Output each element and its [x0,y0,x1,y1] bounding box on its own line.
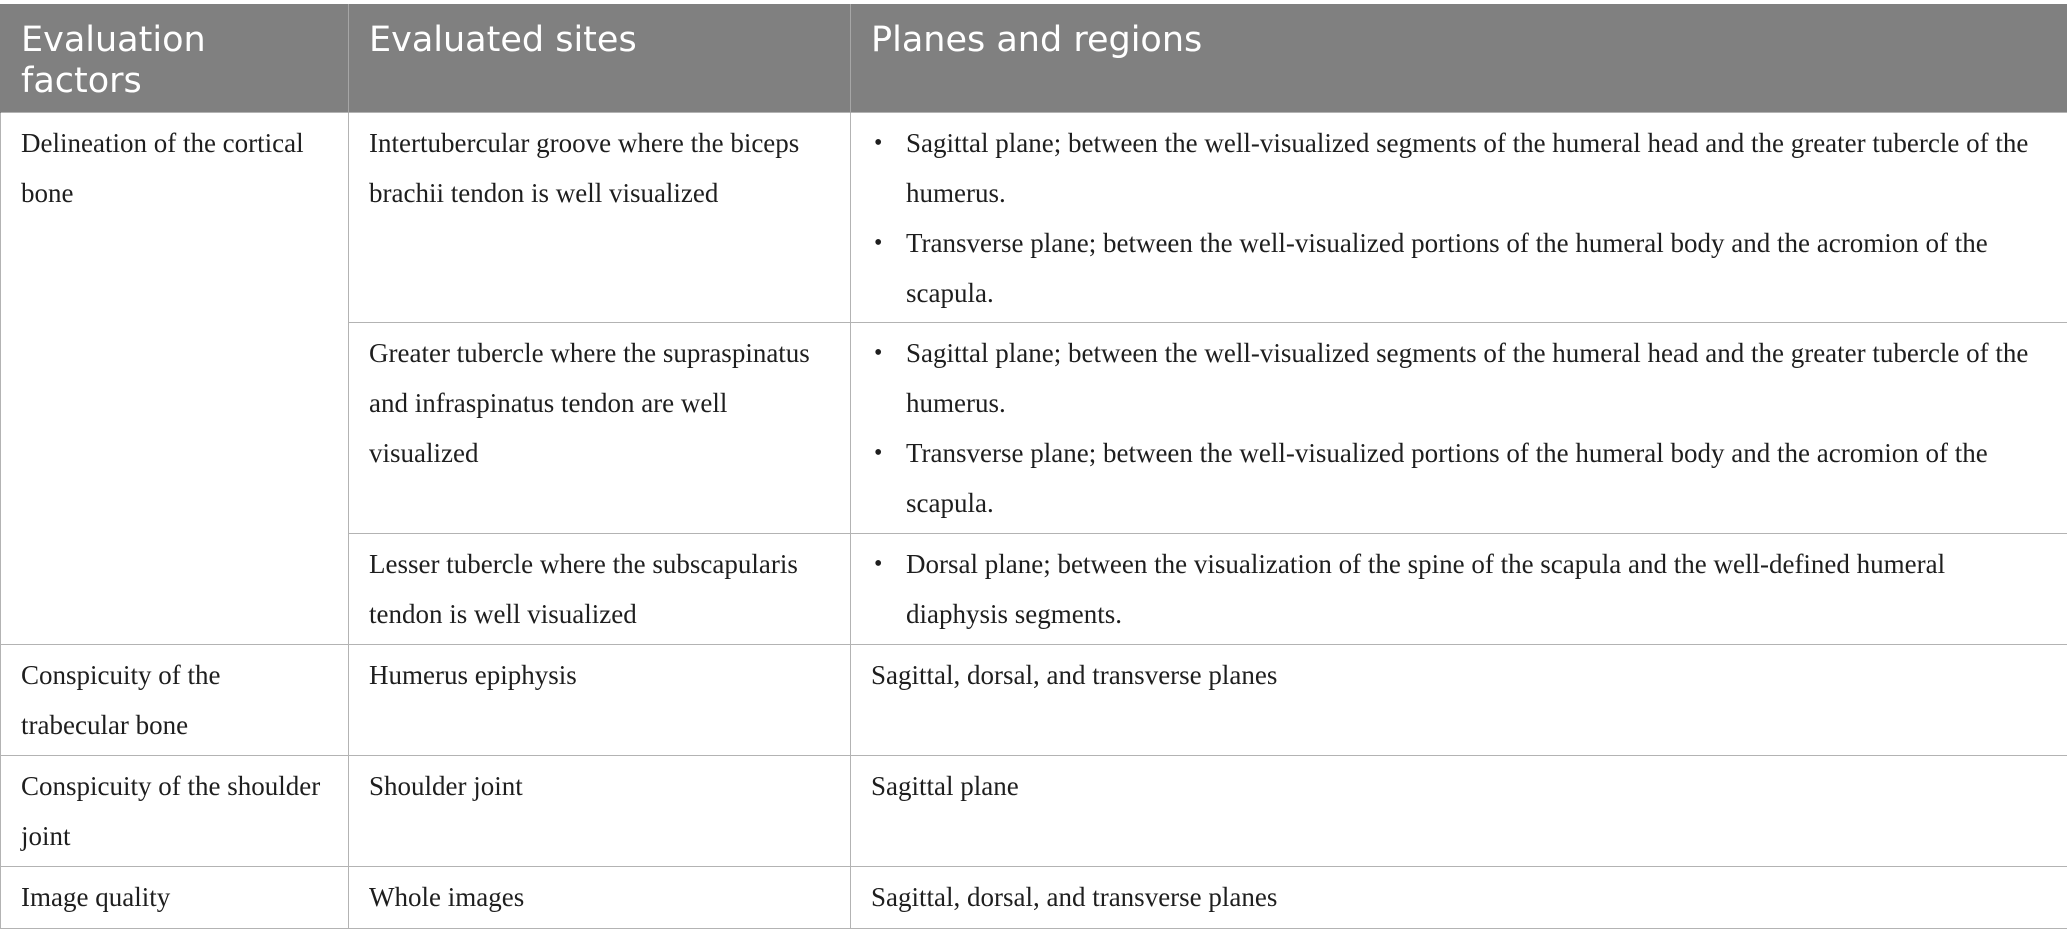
site-cell: Intertubercular groove where the biceps brachii tendon is well visualized [349,113,851,323]
planes-list [871,118,2047,318]
header-planes-and-regions: Planes and regions [851,4,2067,113]
factor-cell: Delineation of the cortical bone [1,113,349,645]
planes-cell [851,534,2067,645]
header-evaluation-factors: Evaluation factors [1,4,349,113]
table-row [1,867,2067,929]
planes-cell [851,113,2067,323]
header-evaluated-sites: Evaluated sites [349,4,851,113]
table-row [1,645,2067,756]
plane-item: • Transverse plane; between the well-visualized portions of the humeral body and the acromion of the scapula. [906,428,2047,528]
factor-cell: Image quality [1,867,349,929]
planes-cell: Sagittal plane [851,756,2067,867]
plane-item: • Sagittal plane; between the well-visualized segments of the humeral head and the greater tubercle of the humerus. [906,328,2047,428]
plane-item: • Dorsal plane; between the visualization of the spine of the scapula and the well-defined humeral diaphysis segments. [906,539,2047,639]
site-cell: Lesser tubercle where the subscapularis tendon is well visualized [349,534,851,645]
planes-list [871,539,2047,639]
plane-item: • Transverse plane; between the well-visualized portions of the humeral body and the acromion of the scapula. [906,218,2047,318]
planes-cell [851,323,2067,534]
planes-list [871,328,2047,528]
evaluation-table [0,4,2067,929]
planes-cell: Sagittal, dorsal, and transverse planes [851,867,2067,929]
site-cell: Whole images [349,867,851,929]
planes-cell: Sagittal, dorsal, and transverse planes [851,645,2067,756]
table-row [1,756,2067,867]
site-cell: Greater tubercle where the supraspinatus and infraspinatus tendon are well visualized [349,323,851,534]
table-row [1,113,2067,323]
table-header-row [1,4,2067,113]
site-cell: Humerus epiphysis [349,645,851,756]
factor-cell: Conspicuity of the shoulder joint [1,756,349,867]
site-cell: Shoulder joint [349,756,851,867]
evaluation-table-container [0,4,2067,929]
factor-cell: Conspicuity of the trabecular bone [1,645,349,756]
plane-item: • Sagittal plane; between the well-visualized segments of the humeral head and the greater tubercle of the humerus. [906,118,2047,218]
